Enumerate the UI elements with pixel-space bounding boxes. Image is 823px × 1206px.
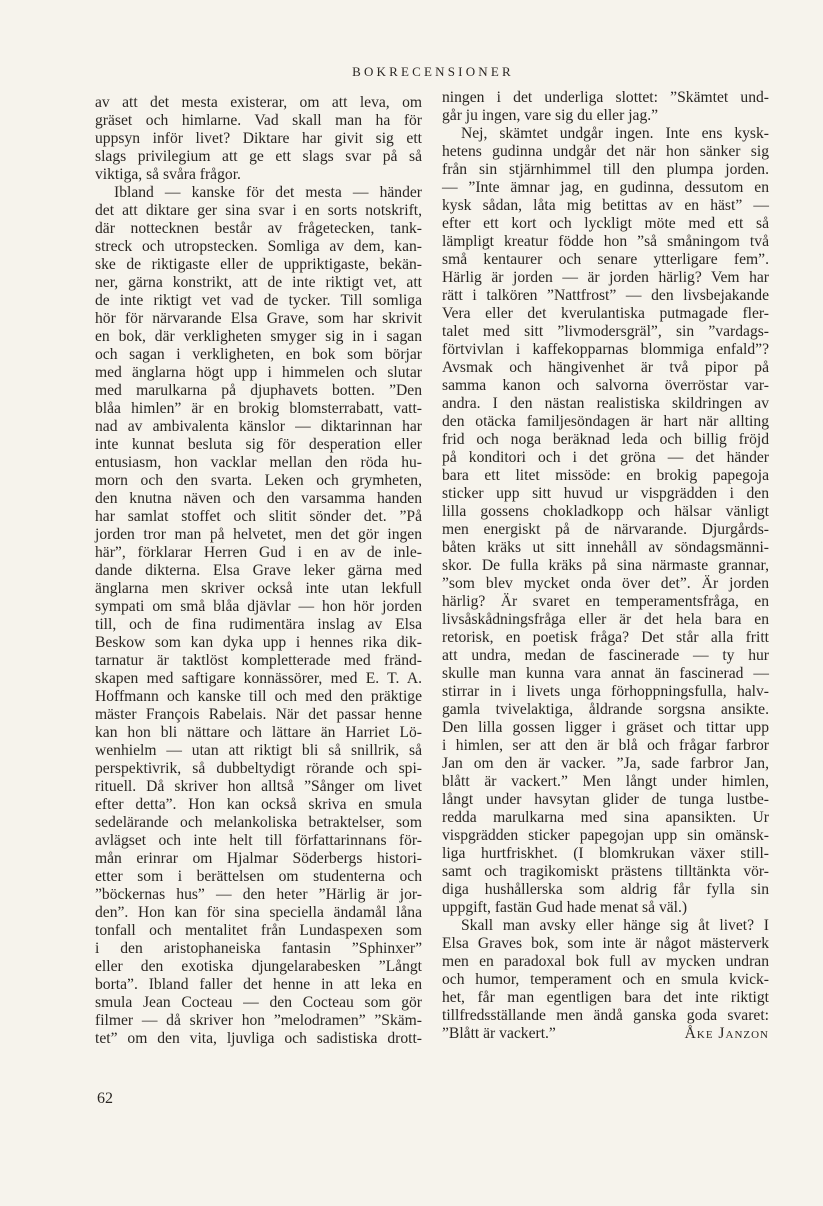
text-line: den”. Hon kan för sina speciella ändamål låna [95,904,422,921]
text-line: Skall man avsky eller hänge sig åt livet? I [461,917,769,934]
text-line: morn och den svarta. Leken och grymheten, [95,472,422,489]
text-line: lilla gossens chokladkopp och hälsar vänligt [442,503,769,520]
text-line: skor. De fulla kräks på sina närmaste grannar, [442,557,769,574]
text-line: avlägset och inte helt till författarinnans för- [95,832,422,849]
text-line: eller den exotiska djungelarabesken ”Långt [95,958,422,975]
text-line: gräset och himlarne. Vad skall man ha för [95,112,422,129]
text-line: stirrar in i livets unga förhoppningsfulla, halv- [442,683,769,700]
text-line: sticker upp sitt huvud ur vispgrädden i den [442,485,769,502]
text-line: vispgrädden sticker papegojan upp sin omänsk- [442,827,769,844]
text-line: tarnatur är taktlöst kompletterade med fränd- [95,652,422,669]
text-line: inte kunnat besluta sig för desperation eller [95,436,422,453]
text-line: frid och noga beräknad leda och billig fröjd [442,431,769,448]
text-line: filmer — då skriver hon ”melodramen” ”Skäm- [95,1012,422,1029]
text-line: retorisk, en poetisk fråga? Det står alla fritt [442,629,769,646]
text-line: går ju ingen, vare sig du eller jag.” [442,107,659,124]
text-line: ningen i det underliga slottet: ”Skämtet und- [442,89,769,106]
text-line: redda marulkarna med sina apansikten. Ur [442,809,769,826]
text-line: Beskow som kan dyka upp i hennes rika dik- [95,634,422,651]
text-line: härlig? Är svaret en temperamentsfråga, en [442,593,769,610]
text-line: talet med sitt ”livmodersgräl”, sin ”vardags- [442,323,769,340]
text-line: Elsa Graves bok, som inte är något mästerverk [442,935,769,952]
text-line: men energiskt på de närvarande. Djurgårds- [442,521,769,538]
text-line: på konditori och i det gröna — det händer [442,449,769,466]
text-line: livsåskådningsfråga eller är det hela bara en [442,611,769,628]
text-line: den otäcka familjesöndagen är hart när allting [442,413,769,430]
text-line: Den lilla gossen ligger i gräset och tittar upp [442,719,769,736]
page-number: 62 [97,1090,113,1107]
text-line: den knutna näven och den varsamma handen [95,490,422,507]
text-line: de inte riktigt vet vad de tycker. Till somliga [95,292,422,309]
author-signature: Åke Janzon [684,1025,769,1042]
text-line: perspektivrik, så dubbeltydigt rörande och spi- [95,760,422,777]
text-line: nad av ambivalenta känslor — diktarinnan har [95,418,422,435]
text-line: små kentaurer och senare ytterligare fem”. [442,251,769,268]
right-column [442,89,769,1043]
text-line: i himlen, ser att den är blå och frågar farbror [442,737,769,754]
text-line: streck och utropstecken. Somliga av dem, kan- [95,238,422,255]
text-line: ske de riktigaste eller de uppriktigaste, bekän- [95,256,422,273]
text-line: änglarna men skriver också inte utan lekfull [95,580,422,597]
text-line: entusiasm, hon vacklar mellan den röda hu- [95,454,422,471]
text-line: skulle man kunna vara annat än fascinerad — [442,665,769,682]
text-line: Vera eller det kverulantiska putmagade fler- [442,305,769,322]
text-line: wenhielm — utan att riktigt bli så snillrik, så [95,742,422,759]
text-line: sedelärande och melankoliska betraktelser, som [95,814,422,831]
text-line: Avsmak och hängivenhet är två pipor på [442,359,769,376]
text-line: smula Jean Cocteau — den Cocteau som gör [95,994,422,1011]
text-line: efter ett kort och lyckligt möte med ett så [442,215,769,232]
text-line: här”, förklarar Herren Gud i en av de inle- [95,544,422,561]
text-line: med marulkarna på djuphavets botten. ”Den [95,382,422,399]
text-line: av att det mesta existerar, om att leva, om [95,94,422,111]
text-line: ”böckernas hus” — den heter ”Härlig är jor- [95,886,422,903]
text-line: hör för närvarande Elsa Grave, som har skrivit [95,310,422,327]
text-line: Ibland — kanske för det mesta — händer [114,184,422,201]
text-line: från sin stjärnhimmel till den plumpa jorden. [442,161,769,178]
text-line: Nej, skämtet undgår ingen. Inte ens kysk- [461,125,769,142]
text-line: andra. I den nästan realistiska skildringen av [442,395,769,412]
running-header: BOKRECENSIONER [352,64,514,79]
text-line: rätt i talkören ”Nattfrost” — den livsbejakande [442,287,769,304]
text-line: — ”Inte ämnar jag, en gudinna, dessutom en [442,179,769,196]
text-line: mäster François Rabelais. När det passar henne [95,706,422,723]
text-line: i den aristophaneiska fantasin ”Sphinxer” [95,940,422,957]
text-line: mån erinrar om Hjalmar Söderbergs histori- [95,850,422,867]
closing-quote: ”Blått är vackert.” [442,1025,556,1042]
text-line: diga hushållerska som aldrig får fylla sin [442,881,769,898]
text-line: och humor, temperament och en smula kvick- [442,971,769,988]
text-line: gamla tvivelaktiga, åldrande sorgsna ansikte. [442,701,769,718]
text-line: rituell. Då skriver hon alltså ”Sånger om livet [95,778,422,795]
text-line: blått är vackert.” Men långt under himlen, [442,773,769,790]
text-line: hetens gudinna undgår det när hon sänker sig [442,143,769,160]
text-line: och sagan i verkligheten, en bok som börjar [95,346,422,363]
text-line: het, får man egentligen bara det inte riktigt [442,989,769,1006]
text-line: båten kräks ut sitt innehåll av söndagsmänni- [442,539,769,556]
text-line: liga hurtfriskhet. (I blomkrukan växer still- [442,845,769,862]
text-line: jorden tror man på helvetet, men det gör ingen [95,526,422,543]
text-line: lämpligt kreatur födde hon ”så småningom två [442,233,769,250]
text-line: en bok, där verkligheten smyger sig in i sagan [95,328,422,345]
text-line: Härlig är jorden — är jorden härlig? Vem har [442,269,769,286]
text-line: tet” om den vita, ljuvliga och sadistiska drott- [95,1030,422,1047]
text-line: långt under havsytan glider de tunga lustbe- [442,791,769,808]
text-line: samma kanon och salvorna överröstar var- [442,377,769,394]
text-line: men en paradoxal bok full av mycken undran [442,953,769,970]
text-line: viktiga, så svåra frågor. [95,166,241,183]
text-line: kysk sådan, låta mig betittas av en häst” — [442,197,769,214]
text-line: tonfall och mentalitet från Lundaspexen som [95,922,422,939]
text-line: Jan om den är vacker. ”Ja, sade farbror Jan, [442,755,769,772]
text-line: etter som i berättelsen om studenterna och [95,868,422,885]
text-line: bara ett litet missöde: en brokig papegoja [442,467,769,484]
text-line: samt och tragikomiskt prästens tilltänkta vör- [442,863,769,880]
text-line: förtvivlan i kaffekopparnas blommiga enfald”? [442,341,769,358]
text-line: sympati om små blåa djävlar — hon hör jorden [95,598,422,615]
text-line: blåa himlen” är en brokig blomsterrabatt, vatt- [95,400,422,417]
closing-line [442,1025,769,1043]
text-line: där nottecknen består av frågetecken, tank- [95,220,422,237]
text-line: slags privilegium att ge ett slags svar på så [95,148,422,165]
text-line: uppsyn inför livet? Diktare har givit sig ett [95,130,422,147]
text-line: ”som blev mycket onda över det”. Är jorden [442,575,769,592]
text-line: det att diktare ger sina svar i en sorts notskrift, [95,202,422,219]
text-line: har samlat stoffet och slitit sönder det. ”På [95,508,422,525]
text-line: till, och de fina rudimentära inslag av Elsa [95,616,422,633]
text-line: uppgift, fastän Gud hade menat så väl.) [442,899,688,916]
left-column [95,94,422,1048]
text-line: med änglarna högt upp i himmelen och slutar [95,364,422,381]
text-line: ner, gärna konstrikt, att de inte riktigt vet, att [95,274,422,291]
text-line: kan hon bli nättare och lättare än Harriet Lö- [95,724,422,741]
text-line: dande dikterna. Elsa Grave leker gärna med [95,562,422,579]
text-line: tillfredsställande men ändå ganska goda svaret: [442,1007,769,1024]
text-line: att undra, medan de fascinerade — ty hur [442,647,769,664]
text-line: skapen med saftigare konnässörer, med E. T. A. [95,670,422,687]
text-line: efter detta”. Hon kan också skriva en smula [95,796,422,813]
text-line: Hoffmann och kanske till och med den präktige [95,688,422,705]
text-line: borta”. Ibland faller det henne in att leka en [95,976,422,993]
